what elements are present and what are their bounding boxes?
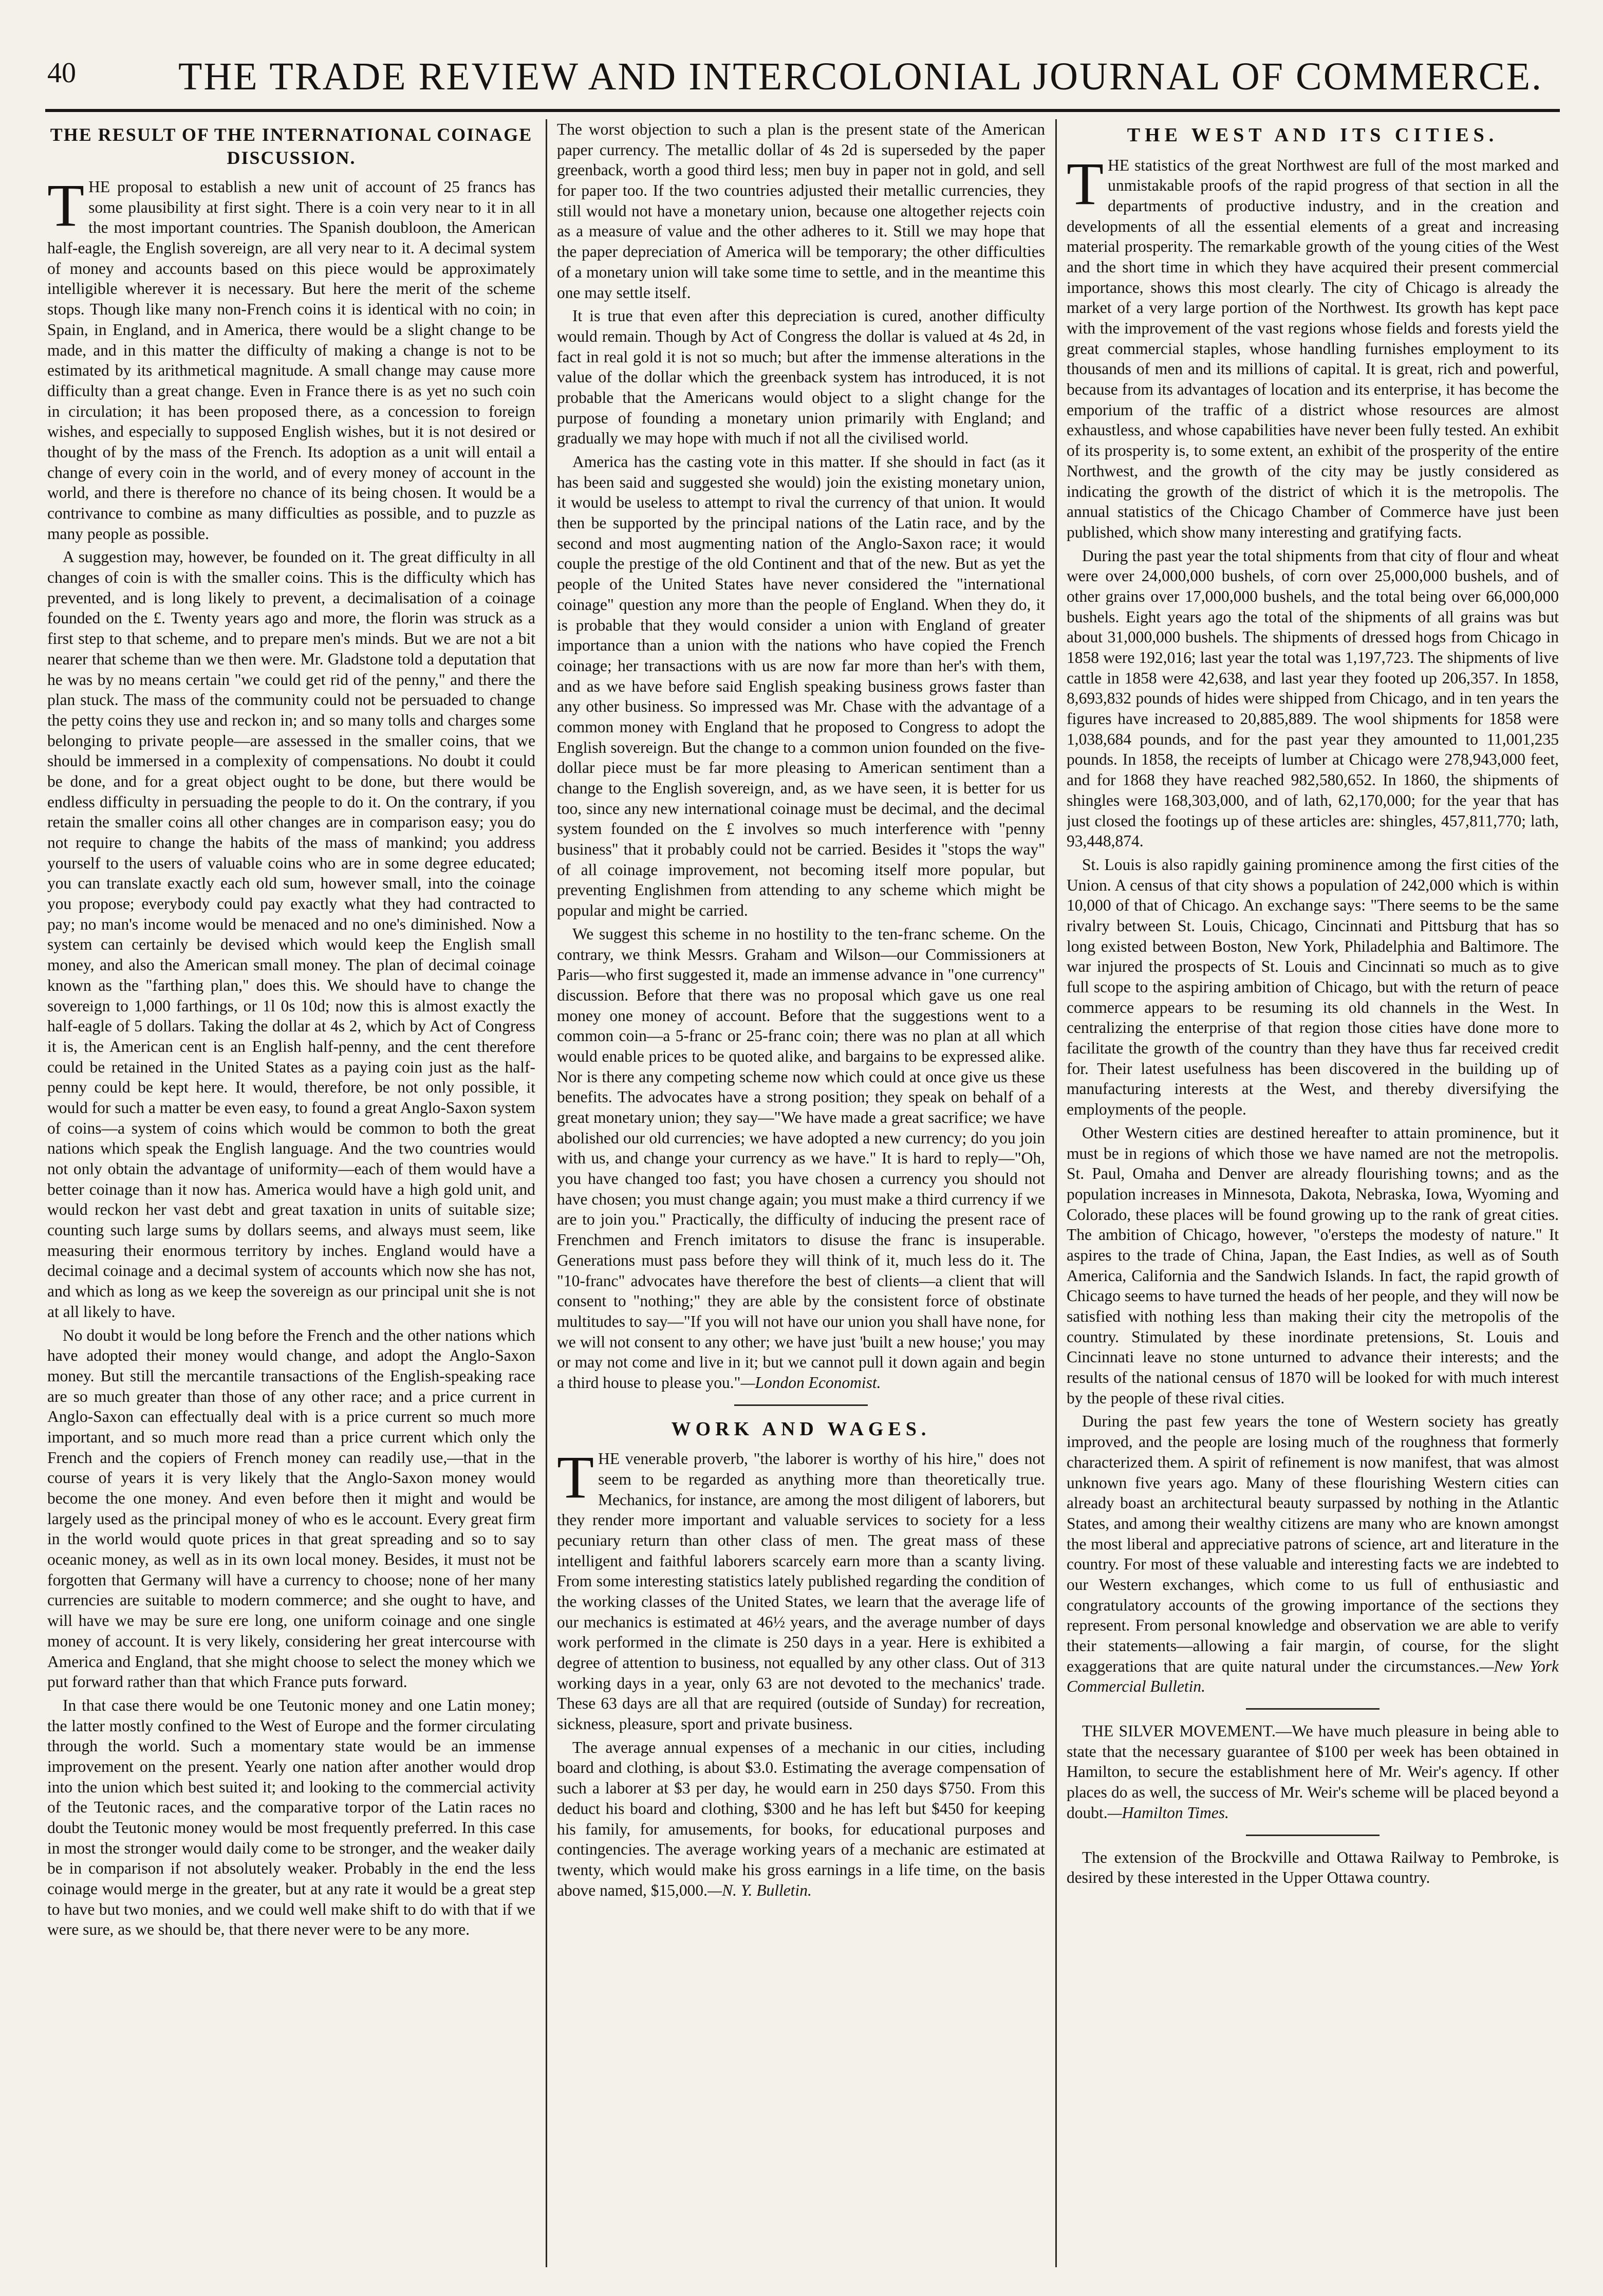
article-source: —New York Commercial Bulletin. [1067,1657,1559,1696]
paragraph: During the past year the total shipments from that city of flour and wheat were over 24,000,000 bushels, of corn over 25,000,000 bushels, and of other grains over 17,000,000 bushels, and the total being over 66,000,000 bushels. Eight years ago the total of the shipments of all grains was but about 31,000,000 bushels. The shipments of dressed hogs from Chicago in 1858 were 192,016; last year the total was 1,197,723. The shipments of live cattle in 1858 were 42,638, and last year they footed up 206,357. In 1858, 8,693,832 pounds of hides were shipped from Chicago, and in ten years the figures have increased to 20,885,889. The wool shipments for 1858 were 1,038,684 pounds, and for the past year they amounted to 11,001,235 pounds. In 1858, the receipts of lumber at Chicago were 278,943,000 feet, and for 1868 they have reached 982,580,652. In 1860, the shipments of shingles were 168,303,000, and of lath, 62,170,000; for the year that has just closed the footings up of these articles are: shingles, 457,811,770; lath, 93,448,874. [1067,546,1559,850]
paragraph: We suggest this scheme in no hostility to the ten-franc scheme. On the contrary, we think Messrs. Graham and Wilson—our Commissioners at Paris—who first suggested it, made an immense advance in "one currency" discussion. Before that there was no proposal which gave us one real money one money of account. Before that the suggestions went to a common coin—a 5-franc or 25-franc coin; there was no plan at all which would enable prices to be quoted alike, and bargains to be expressed alike. Nor is there any competing scheme now which could at once give us these benefits. The advocates have a strong position; they speak on behalf of a great monetary union; they say—"We have made a great sacrifice; we have abolished our old currencies; we have adopted a new currency; do you join with us, and change your currency as we have." It is hard to reply—"Oh, you have changed too fast; you have chosen a currency you should not have chosen; you must change again; you must make a third currency if we are to join you." Practically, the difficulty of inducing the present race of Frenchmen and French imitators to disuse the franc is insuperable. Generations must pass before they will think of it, much less do it. The "10-franc" advocates have therefore the best of clients—a client that will consent to "nothing;" they are able by the consistent force of obstinate multitudes to say—"If you will not have our union you shall have none, for we will not consent to any other; we have just 'built a new house;' you may or may not come and live in it; but we cannot pull it down again and begin a third house to please you."—London Economist. [557,924,1045,1392]
paragraph: THE proposal to establish a new unit of account of 25 francs has some plausibility at first sight. There is a coin very near to it in all the most important countries. The Spanish doubloon, the American half-eagle, the English sovereign, are all very near to it. A decimal system of money and accounts based on this piece would be approximately intelligible wherever it is necessary. But here the merit of the scheme stops. Though like many non-French coins it is identical with no coin; in Spain, in England, and in America, there would be a slight change to be made, and in this matter the difficulty of making a change is not to be estimated by its arithmetical magnitude. A small change may cause more difficulty than a great change. Even in France there is as yet no such coin in circulation; it has been proposed there, as a concession to foreign wishes, and especially to supposed English wishes, but it is not desired or thought of by the mass of the French. Its adoption as a unit will entail a change of every coin in the world, and of every money of account in the world, and there is therefore no chance of its being chosen. It would be a contrivance to combine as many difficulties as possible, and to puzzle as many people as possible. [47,172,535,543]
paragraph: THE venerable proverb, "the laborer is worthy of his hire," does not seem to be regarded as anything more than theoretically true. Mechanics, for instance, are among the most diligent of laborers, but they render more important and valuable services to society for a less pecuniary return than other class of men. The great mass of these intelligent and faithful laborers scarcely earn more than a scanty living. From some interesting statistics lately published regarding the condition of the working classes of the United States, we learn that the average life of our mechanics is estimated at 46½ years, and the average number of days work performed in the climate is 250 days in a year. Here is exhibited a degree of attention to business, not equalled by any other class. Out of 313 working days in a year, only 63 are not devoted to the mechanics' trade. These 63 days are all that are required (outside of Sunday) for recreation, sickness, pleasure, sport and private business. [557,1443,1045,1733]
article-source: —Hamilton Times. [1107,1803,1229,1822]
section-rule [1246,1708,1380,1710]
article-source: —London Economist. [740,1373,881,1392]
drop-cap: T [1067,150,1104,217]
masthead-title: THE TRADE REVIEW AND INTERCOLONIAL JOURNAL OF COMMERCE. [178,55,1543,98]
notice-silver-movement: THE SILVER MOVEMENT.—We have much pleasure in being able to state that the necessary guarantee of $100 per week has been obtained in Hamilton, to secure the establishment here of Mr. Weir's agency. If other places do as well, the success of Mr. Weir's scheme will be placed beyond a doubt.—Hamilton Times. [1067,1722,1559,1822]
paragraph: The average annual expenses of a mechanic in our cities, including board and clothing, is about $3.0. Estimating the average compensation of such a laborer at $3 per day, he would earn in 250 days $750. From this deduct his board and clothing, $300 and he has left but $450 for keeping his family, for amusements, for books, for educational purposes and contingencies. The average working years of a mechanic are estimated at twenty, which would make his gross earnings in a life time, on the basis above named, $15,000.—N. Y. Bulletin. [557,1738,1045,1899]
paragraph: The worst objection to such a plan is the present state of the American paper currency. The metallic dollar of 4s 2d is superseded by the paper greenback, worth a good third less; men buy in paper not in gold, and sell for paper too. If the two countries adjusted their metallic currencies, they still would not have a monetary union, because one altogether rejects coin as a measure of value and the other adheres to it. Still we may hope that the paper depreciation of America will be temporary; the other difficulties of a monetary union will take some time to settle, and in the meantime this one may settle itself. [557,120,1045,302]
column-3 [1067,119,1559,2267]
paragraph: A suggestion may, however, be founded on it. The great difficulty in all changes of coin is with the smaller coins. This is the difficulty which has prevented, and is long likely to prevent, a decimalisation of a coinage founded on the £. Twenty years ago and more, the florin was struck as a first step to that scheme, and to prepare men's minds. But we are not a bit nearer that scheme than we then were. Mr. Gladstone told a deputation that he was by no means certain "we could get rid of the penny," and there the plan stuck. The mass of the community could not be persuaded to change the petty coins they use and reckon in; and so many tolls and charges some belonging to private people—are assessed in the smaller coins, that we should be immersed in a complexity of compensations. No doubt it could be done, and for a great object ought to be done, but there would be endless difficulty in persuading the people to do it. On the contrary, if you retain the smaller coins all other changes are in comparison easy; you do not require to change the habits of the mass of mankind; you address yourself to the users of valuable coins who are in some degree educated; you can translate exactly each old sum, however small, into the coinage you propose; everybody could pay exactly what they had contracted to pay; no man's income would be menaced and no one's diminished. Now a system can certainly be devised which would keep the English small money, and also the American small money. The plan of decimal coinage known as the "farthing plan," does this. We should have to change the sovereign to 1,000 farthings, or 1l 0s 10d; now this is almost exactly the half-eagle of 5 dollars. Taking the dollar at 4s 2, which by Act of Congress it is, the American cent is an English half-penny, and the cent therefore could be retained in the United States as a paying coin just as the half-penny could be kept here. It would, therefore, be not only possible, it would for such a matter be even easy, to found a great Anglo-Saxon system of coins—a system of coins which would be common to both the great nations which speak the English language. And the two countries would not only obtain the advantage of uniformity—each of them would have a better coinage than it now has. America would have a high gold unit, and would reckon her vast debt and great taxation in units of suitable size; counting such large sums by dollars seems, and always must seem, like measuring their enormous territory by inches. England would have a decimal coinage and a decimal system of accounts which now she has not, and which as long as we keep the sovereign as our principal unit she is not at all likely to have. [47,548,535,1321]
paragraph: In that case there would be one Teutonic money and one Latin money; the latter mostly confined to the West of Europe and the former circulating through the world. Such a momentary state would be an immense improvement on the present. Yearly one nation after another would drop into the union which best suited it; and looking to the commercial activity of the Teutonic races, and the comparative torpor of the Latin races no doubt the Teutonic money would be most frequently preferred. In this case in most the stronger would daily come to be stronger, and the weaker daily be in comparison if not absolutely weaker. Probably in the end the less coinage would merge in the greater, but at any rate it would be a great step to have but two monies, and we could well make shift to do with that if we were sure, as we should be, that there never were to be any more. [47,1696,535,1939]
article-title-coinage: THE RESULT OF THE INTERNATIONAL COINAGE DISCUSSION. [50,124,533,168]
column-2 [557,119,1045,2267]
paragraph: During the past few years the tone of Western society has greatly improved, and the people are losing much of the roughness that formerly characterized them. A spirit of refinement is now manifest, that was almost unknown five years ago. Many of these flourishing Western cities can already boast an architectural beauty surpassed by nothing in the Atlantic States, and among their wealthy citizens are many who are known amongst the most liberal and appreciative patrons of science, art and literature in the country. For most of these valuable and interesting facts we are indebted to our Western exchanges, which come to us full of enthusiastic and congratulatory accounts of the growing importance of the sections they represent. From personal knowledge and observation we are able to verify their statements—allowing a fair margin, of course, for the slight exaggerations that are quite natural under the circumstances.—New York Commercial Bulletin. [1067,1412,1559,1696]
drop-cap: T [557,1443,594,1511]
header-rule [45,109,1560,112]
article-source: —N. Y. Bulletin. [707,1881,812,1899]
column-divider [546,119,547,2267]
article-title-west: THE WEST AND ITS CITIES. [1127,124,1499,146]
notice-railway-extension: The extension of the Brockville and Ottawa Railway to Pembroke, is desired by these interested in the Upper Ottawa country. [1067,1848,1559,1887]
paragraph: No doubt it would be long before the French and the other nations which have adopted their money would change, and adopt the Anglo-Saxon money. But still the mercantile transactions of the English-speaking race are so much greater than those of any other race; and a price current in Anglo-Saxon can effectually deal with is a price current so much more important, and so much more read than a price current which only the French and the copiers of French money can readily use,—that in the course of years it is very likely that the Anglo-Saxon money would become the one money. And even before then it might and would be largely used as the principal money of who es le account. Every great firm in the world would quote prices in that great spreading and so to say oceanic money, as well as in its own local money. Besides, it must not be forgotten that Germany will have a currency to choose; none of her many currencies are suitable to modern commerce; and she ought to have, and will have we may be sure ere long, one uniform coinage and one single money of account. It is very likely, considering her great intercourse with America and England, that she might choose to select the money which we put forward rather than that which France puts forward. [47,1326,535,1691]
section-rule [734,1404,868,1406]
paragraph: St. Louis is also rapidly gaining prominence among the first cities of the Union. A census of that city shows a population of 242,000 which is within 10,000 of that of Chicago. An exchange says: "There seems to be the same rivalry between St. Louis, Chicago, Cincinnati and Pittsburg that has so long existed between Boston, New York, Philadelphia and Baltimore. The war injured the prospects of St. Louis and Cincinnati so much as to give full scope to the aspiring ambition of Chicago, but with the return of peace commerce appears to be resuming its old channels in the West. In centralizing the enterprise of that region those cities have done more to facilitate the growth of the country than they have thus far received credit for. Their latest usefulness has been discovered in the building up of manufacturing interests at the West, and thereby diversifying the employments of the people. [1067,855,1559,1119]
column-1 [47,119,535,2267]
article-title-work: WORK AND WAGES. [671,1418,931,1440]
paragraph: THE statistics of the great Northwest are full of the most marked and unmistakable proofs of the rapid progress of that section in all the departments of productive industry, and in the creation and developments of all the essential elements of a great and increasing material prosperity. The remarkable growth of the young cities of the West and the short time in which they have acquired their present commercial importance, shows this most clearly. The city of Chicago is already the market of a very large portion of the Northwest. Its growth has kept pace with the improvement of the vast regions whose fields and forests yield the great commercial staples, whose handling furnishes employment to its thousands of men and its millions of capital. It is great, rich and powerful, because from its advantages of location and its enterprise, it has become the emporium of the traffic of a district whose resources are almost exhaustless, and whose capabilities have never been fully tested. An exhibit of its prosperity is, to some extent, an exhibit of the prosperity of the entire Northwest, and the growth of the city may be justly considered as indicating the growth of the district of which it is the metropolis. The annual statistics of the Chicago Chamber of Commerce have just been published, which show many interesting and gratifying facts. [1067,150,1559,541]
paragraph: Other Western cities are destined hereafter to attain prominence, but it must be in regions of which those we have named are not the metropolis. St. Paul, Omaha and Denver are already flourishing towns; and as the population increases in Minnesota, Dakota, Nebraska, Iowa, Wyoming and Colorado, these places will be found growing up to the rank of great cities. The ambition of Chicago, however, "o'ersteps the modesty of nature." It aspires to the trade of China, Japan, the East Indies, as well as of South America, California and the Sandwich Islands. In fact, the rapid growth of Chicago seems to have turned the heads of her people, and they will now be satisfied with nothing less than making their city the metropolis of the country. Stimulated by these inordinate pretensions, St. Louis and Cincinnati leave no stone unturned to advance their interests; and the results of the national census of 1870 will be looked for with much interest by the people of these rival cities. [1067,1123,1559,1407]
drop-cap: T [47,172,85,239]
paragraph: America has the casting vote in this matter. If she should in fact (as it has been said and suggested she would) join the existing monetary union, it would be useless to attempt to rival the currency of that union. It would then be supported by the principal nations of the Latin race, and by the second and most augmenting nation of the Anglo-Saxon race; it would couple the prestige of the old Continent and that of the new. But as yet the people of the United States have never considered the "international coinage" question any more than the people of England. When they do, it is probable that they would consider a union with England of greater importance than a union with the nations who have copied the French coinage; her transactions with us are now far more than her's with them, and as we have before said English speaking business grows faster than any other business. So impressed was Mr. Chase with the advantage of a common money with England that he proposed to Congress to adopt the English sovereign. But the change to a common union founded on the five-dollar piece must be far more pleasing to American sentiment than a change to the English sovereign, and, as we have seen, it is better for us too, since any new international coinage must be decimal, and the decimal system founded on the £ involves so much interference with "penny business" that it probably could not be carried. Besides it "stops the way" of all coinage improvement, not becoming itself more popular, but preventing Englishmen from attending to any scheme which might be popular and might be carried. [557,453,1045,920]
notice-title: THE SILVER MOVEMENT. [1082,1722,1276,1740]
section-rule [1246,1835,1380,1836]
paragraph: It is true that even after this depreciation is cured, another difficulty would remain. Though by Act of Congress the dollar is valued at 4s 2d, in fact in real gold it is not so much; but after the immense alterations in the value of the dollar which the greenback system has introduced, it is not probable that the Americans would object to a slight change for the purpose of founding a monetary union primarily with England; and gradually we may hope with much if not all the civilised world. [557,307,1045,448]
page-number: 40 [47,57,76,89]
column-divider [1055,119,1057,2267]
